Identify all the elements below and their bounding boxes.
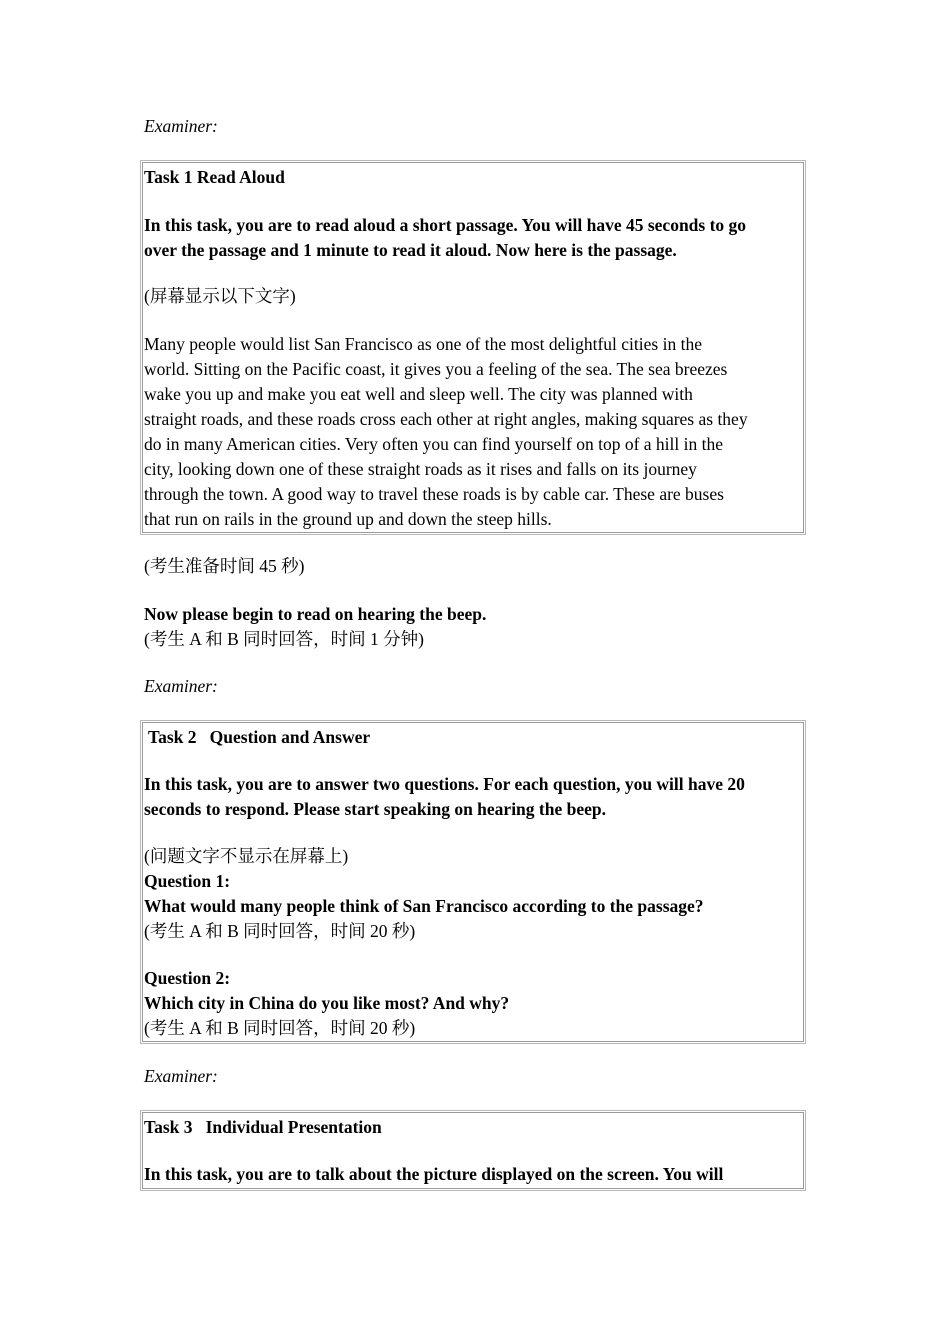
passage-line: wake you up and make you eat well and sleep well. The city was planned with [144, 384, 693, 404]
question2-text: Which city in China do you like most? And why? [144, 993, 510, 1013]
task3-box [142, 1112, 804, 1189]
question2-note: (考生 A 和 B 同时回答，时间 20 秒) [144, 1018, 416, 1038]
task3-instructions-line1: In this task, you are to talk about the picture displayed on the screen. You will [144, 1164, 724, 1184]
task2-screen-note: (问题文字不显示在屏幕上) [144, 846, 349, 866]
task1-box [142, 162, 804, 533]
task2-box [142, 722, 804, 1042]
task3-title: Task 3 Individual Presentation [144, 1117, 382, 1137]
task1-instructions-line2: over the passage and 1 minute to read it aloud. Now here is the passage. [144, 240, 677, 260]
passage-line: Many people would list San Francisco as one of the most delightful cities in the [144, 334, 702, 354]
question1-note: (考生 A 和 B 同时回答，时间 20 秒) [144, 921, 416, 941]
question1-label: Question 1: [144, 871, 231, 891]
answer-time-note: (考生 A 和 B 同时回答，时间 1 分钟) [144, 629, 424, 649]
task2-instructions-line1: In this task, you are to answer two questions. For each question, you will have 20 [144, 774, 745, 794]
passage-line: straight roads, and these roads cross each other at right angles, making squares as they [144, 409, 748, 429]
passage-line: world. Sitting on the Pacific coast, it gives you a feeling of the sea. The sea breezes [144, 359, 728, 379]
question2-label: Question 2: [144, 968, 231, 988]
prep-time-note: (考生准备时间 45 秒) [144, 556, 305, 576]
passage-line: through the town. A good way to travel these roads is by cable car. These are buses [144, 484, 724, 504]
passage-line: that run on rails in the ground up and down the steep hills. [144, 509, 552, 529]
task1-title: Task 1 Read Aloud [144, 167, 285, 187]
task2-title: Task 2 Question and Answer [144, 727, 371, 747]
passage-line: city, looking down one of these straight roads as it rises and falls on its journey [144, 459, 697, 479]
begin-reading-instruction: Now please begin to read on hearing the beep. [144, 604, 487, 624]
task1-screen-note: (屏幕显示以下文字) [144, 286, 296, 306]
examiner-label-3: Examiner: [144, 1066, 218, 1086]
examiner-label-1: Examiner: [144, 116, 218, 136]
task2-instructions-line2: seconds to respond. Please start speaking on hearing the beep. [144, 799, 606, 819]
passage-line: do in many American cities. Very often you can find yourself on top of a hill in the [144, 434, 723, 454]
examiner-label-2: Examiner: [144, 676, 218, 696]
question1-text: What would many people think of San Francisco according to the passage? [144, 896, 704, 916]
task1-instructions-line1: In this task, you are to read aloud a short passage. You will have 45 seconds to go [144, 215, 747, 235]
